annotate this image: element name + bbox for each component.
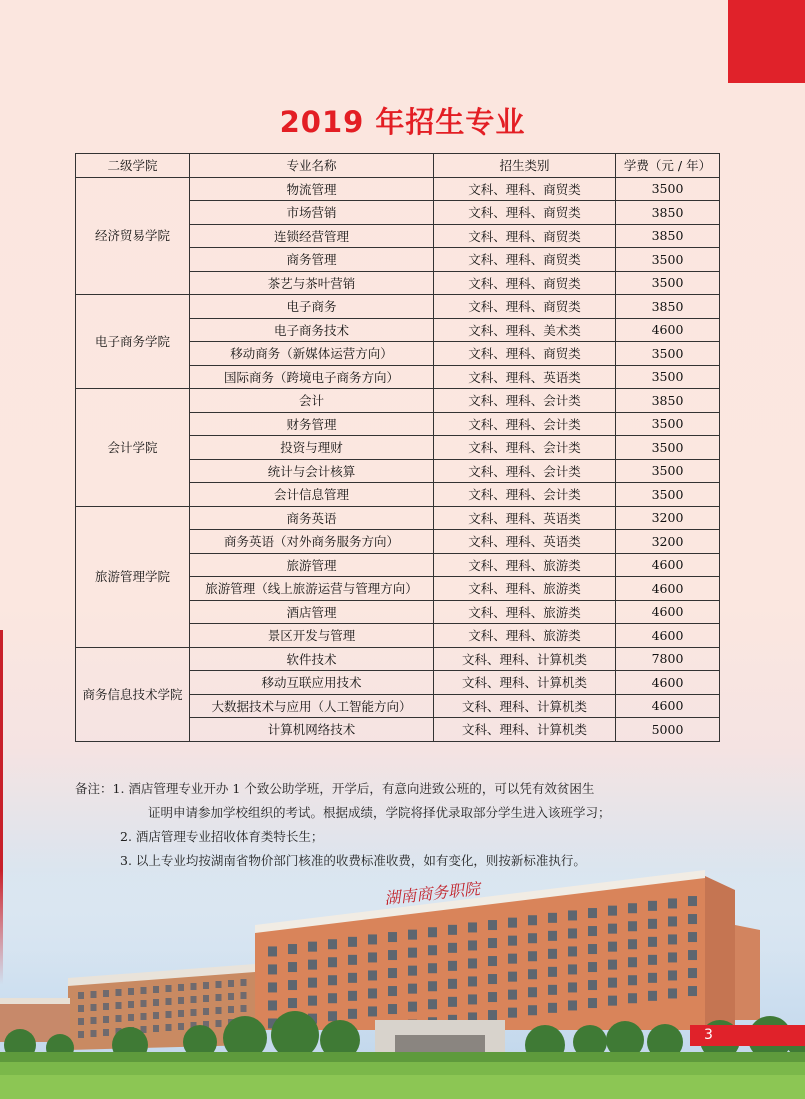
window (608, 978, 617, 988)
category-cell: 文科、理科、英语类 (434, 530, 616, 554)
window (408, 1002, 417, 1012)
window (488, 920, 497, 930)
window (448, 925, 457, 935)
window (78, 1018, 84, 1025)
notes-prefix: 备注： (75, 781, 113, 796)
table-row (76, 177, 720, 201)
window (488, 938, 497, 948)
window (628, 903, 637, 913)
major-cell: 连锁经营管理 (190, 224, 434, 248)
category-cell: 文科、理科、旅游类 (434, 624, 616, 648)
major-cell: 计算机网络技术 (190, 718, 434, 742)
fee-cell: 4600 (616, 694, 720, 718)
window (568, 964, 577, 974)
window (408, 948, 417, 958)
window (668, 988, 677, 998)
window (191, 996, 197, 1003)
table-row (76, 647, 720, 671)
category-cell: 文科、理科、计算机类 (434, 647, 616, 671)
window (91, 1004, 97, 1011)
window (608, 996, 617, 1006)
window (228, 1006, 234, 1013)
window (178, 1023, 184, 1030)
window (153, 1025, 159, 1032)
window (548, 985, 557, 995)
window (648, 973, 657, 983)
window (308, 996, 317, 1006)
note-2: 2. 酒店管理专业招收体育类特长生； (120, 829, 324, 844)
window (78, 992, 84, 999)
window (608, 942, 617, 952)
fee-cell: 3200 (616, 506, 720, 530)
window (288, 962, 297, 972)
window (508, 972, 517, 982)
fee-cell: 3200 (616, 530, 720, 554)
window (548, 949, 557, 959)
window (468, 940, 477, 950)
window (368, 1006, 377, 1016)
window (428, 963, 437, 973)
fee-cell: 3500 (616, 436, 720, 460)
fee-cell: 4600 (616, 577, 720, 601)
corner-decoration (728, 0, 805, 83)
category-cell: 文科、理科、商贸类 (434, 201, 616, 225)
fee-cell: 3500 (616, 459, 720, 483)
window (468, 958, 477, 968)
window (153, 986, 159, 993)
category-cell: 文科、理科、商贸类 (434, 295, 616, 319)
major-cell: 商务英语（对外商务服务方向） (190, 530, 434, 554)
major-cell: 景区开发与管理 (190, 624, 434, 648)
major-cell: 酒店管理 (190, 600, 434, 624)
college-name-cell: 电子商务学院 (76, 295, 190, 389)
window (203, 995, 209, 1002)
page-title: 2019 年招生专业 (279, 105, 526, 139)
window (228, 993, 234, 1000)
window (468, 922, 477, 932)
category-cell: 文科、理科、英语类 (434, 506, 616, 530)
window (288, 980, 297, 990)
window (508, 936, 517, 946)
window (388, 968, 397, 978)
window (78, 1031, 84, 1038)
window (268, 964, 277, 974)
notes-section (75, 777, 730, 873)
window (688, 986, 697, 996)
window (268, 982, 277, 992)
category-cell: 文科、理科、旅游类 (434, 577, 616, 601)
header-category: 招生类别 (434, 154, 616, 178)
window (428, 945, 437, 955)
major-cell: 市场营销 (190, 201, 434, 225)
window (628, 921, 637, 931)
window (548, 931, 557, 941)
fee-cell: 3850 (616, 389, 720, 413)
table-header-row (76, 154, 720, 178)
fee-cell: 3500 (616, 248, 720, 272)
window (153, 999, 159, 1006)
major-cell: 财务管理 (190, 412, 434, 436)
window (328, 957, 337, 967)
category-cell: 文科、理科、会计类 (434, 459, 616, 483)
window (668, 952, 677, 962)
fee-cell: 3500 (616, 177, 720, 201)
window (528, 933, 537, 943)
window (588, 926, 597, 936)
window (328, 939, 337, 949)
window (528, 1005, 537, 1015)
window (508, 990, 517, 1000)
window (648, 955, 657, 965)
window (528, 987, 537, 997)
window (388, 950, 397, 960)
window (103, 1016, 109, 1023)
window (548, 1003, 557, 1013)
window (668, 934, 677, 944)
category-cell: 文科、理科、会计类 (434, 389, 616, 413)
window (103, 1003, 109, 1010)
window (178, 984, 184, 991)
window (348, 1009, 357, 1019)
window (608, 960, 617, 970)
major-cell: 投资与理财 (190, 436, 434, 460)
window (528, 969, 537, 979)
page-number-badge: 3 (690, 1025, 805, 1046)
window (428, 999, 437, 1009)
window (468, 994, 477, 1004)
major-cell: 电子商务 (190, 295, 434, 319)
category-cell: 文科、理科、会计类 (434, 436, 616, 460)
category-cell: 文科、理科、商贸类 (434, 177, 616, 201)
window (103, 1029, 109, 1036)
header-fee: 学费（元 / 年） (616, 154, 720, 178)
window (668, 970, 677, 980)
window (308, 960, 317, 970)
major-cell: 物流管理 (190, 177, 434, 201)
category-cell: 文科、理科、美术类 (434, 318, 616, 342)
window (588, 980, 597, 990)
window (588, 962, 597, 972)
window (568, 910, 577, 920)
window (428, 927, 437, 937)
window (428, 981, 437, 991)
window (141, 1013, 147, 1020)
category-cell: 文科、理科、商贸类 (434, 248, 616, 272)
fee-cell: 4600 (616, 624, 720, 648)
window (648, 991, 657, 1001)
major-cell: 统计与会计核算 (190, 459, 434, 483)
note-3: 3. 以上专业均按湖南省物价部门核准的收费标准收费，如有变化，则按新标准执行。 (120, 853, 586, 868)
table-row (76, 506, 720, 530)
window (288, 998, 297, 1008)
window (166, 985, 172, 992)
fee-cell: 3500 (616, 412, 720, 436)
category-cell: 文科、理科、计算机类 (434, 718, 616, 742)
window (348, 955, 357, 965)
window (203, 1008, 209, 1015)
window (408, 966, 417, 976)
category-cell: 文科、理科、旅游类 (434, 600, 616, 624)
window (688, 950, 697, 960)
window (91, 991, 97, 998)
campus-building-photo (0, 870, 805, 1099)
major-cell: 移动商务（新媒体运营方向） (190, 342, 434, 366)
window (308, 978, 317, 988)
window (241, 1005, 247, 1012)
window (91, 1017, 97, 1024)
window (268, 1000, 277, 1010)
window (588, 944, 597, 954)
note-1-line-1: 1. 酒店管理专业开办 1 个致公助学班，开学后，有意向进致公班的，可以凭有效贫困生 (112, 781, 595, 796)
window (528, 915, 537, 925)
window (368, 970, 377, 980)
window (348, 937, 357, 947)
fee-cell: 4600 (616, 600, 720, 624)
college-name-cell: 商务信息技术学院 (76, 647, 190, 741)
window (178, 1010, 184, 1017)
window (103, 990, 109, 997)
major-cell: 软件技术 (190, 647, 434, 671)
category-cell: 文科、理科、旅游类 (434, 553, 616, 577)
major-cell: 大数据技术与应用（人工智能方向） (190, 694, 434, 718)
window (268, 946, 277, 956)
window (548, 913, 557, 923)
window (78, 1005, 84, 1012)
fee-cell: 4600 (616, 671, 720, 695)
note-1-line-2: 证明申请参加学校组织的考试。根据成绩，学院将择优录取部分学生进入该班学习； (148, 805, 611, 820)
category-cell: 文科、理科、英语类 (434, 365, 616, 389)
window (128, 988, 134, 995)
window (408, 984, 417, 994)
window (448, 979, 457, 989)
window (688, 968, 697, 978)
majors-table (75, 153, 720, 742)
category-cell: 文科、理科、商贸类 (434, 342, 616, 366)
window (328, 975, 337, 985)
major-cell: 移动互联应用技术 (190, 671, 434, 695)
window (203, 982, 209, 989)
category-cell: 文科、理科、计算机类 (434, 671, 616, 695)
window (191, 1009, 197, 1016)
major-cell: 会计信息管理 (190, 483, 434, 507)
window (588, 998, 597, 1008)
major-cell: 旅游管理（线上旅游运营与管理方向） (190, 577, 434, 601)
window (216, 994, 222, 1001)
window (528, 951, 537, 961)
category-cell: 文科、理科、商贸类 (434, 271, 616, 295)
major-cell: 商务英语 (190, 506, 434, 530)
window (608, 906, 617, 916)
window (688, 896, 697, 906)
category-cell: 文科、理科、会计类 (434, 412, 616, 436)
window (488, 992, 497, 1002)
major-cell: 电子商务技术 (190, 318, 434, 342)
window (153, 1012, 159, 1019)
window (368, 988, 377, 998)
window (488, 956, 497, 966)
window (448, 961, 457, 971)
window (166, 1024, 172, 1031)
window (648, 937, 657, 947)
category-cell: 文科、理科、商贸类 (434, 224, 616, 248)
window (241, 979, 247, 986)
window (568, 982, 577, 992)
window (216, 1020, 222, 1027)
window (166, 998, 172, 1005)
fee-cell: 3500 (616, 365, 720, 389)
window (568, 928, 577, 938)
window (178, 997, 184, 1004)
window (508, 918, 517, 928)
window (648, 919, 657, 929)
window (328, 993, 337, 1003)
window (488, 974, 497, 984)
window (468, 976, 477, 986)
window (368, 952, 377, 962)
window (508, 1008, 517, 1018)
window (648, 901, 657, 911)
window (191, 983, 197, 990)
window (141, 987, 147, 994)
window (628, 957, 637, 967)
window (628, 939, 637, 949)
fee-cell: 3500 (616, 483, 720, 507)
major-cell: 国际商务（跨境电子商务方向） (190, 365, 434, 389)
window (608, 924, 617, 934)
note-1 (75, 777, 730, 801)
window (116, 989, 122, 996)
window (588, 908, 597, 918)
window (328, 1011, 337, 1021)
window (628, 975, 637, 985)
header-major: 专业名称 (190, 154, 434, 178)
fee-cell: 3500 (616, 342, 720, 366)
window (91, 1030, 97, 1037)
window (348, 991, 357, 1001)
major-cell: 茶艺与茶叶营销 (190, 271, 434, 295)
window (568, 1000, 577, 1010)
window (141, 1000, 147, 1007)
fee-cell: 3500 (616, 271, 720, 295)
window (508, 954, 517, 964)
window (241, 992, 247, 999)
window (216, 981, 222, 988)
window (116, 1002, 122, 1009)
major-cell: 会计 (190, 389, 434, 413)
window (408, 930, 417, 940)
window (488, 1010, 497, 1020)
window (128, 1001, 134, 1008)
window (568, 946, 577, 956)
window (688, 932, 697, 942)
major-cell: 旅游管理 (190, 553, 434, 577)
header-college: 二级学院 (76, 154, 190, 178)
window (548, 967, 557, 977)
college-name-cell: 旅游管理学院 (76, 506, 190, 647)
window (668, 916, 677, 926)
fee-cell: 7800 (616, 647, 720, 671)
window (628, 993, 637, 1003)
window (116, 1015, 122, 1022)
fee-cell: 4600 (616, 318, 720, 342)
table-row (76, 295, 720, 319)
lawn-front (0, 1075, 805, 1099)
window (448, 997, 457, 1007)
window (668, 898, 677, 908)
window (448, 943, 457, 953)
window (388, 986, 397, 996)
window (228, 980, 234, 987)
window (128, 1014, 134, 1021)
table-body (76, 177, 720, 741)
fee-cell: 3850 (616, 201, 720, 225)
window (288, 944, 297, 954)
window (308, 942, 317, 952)
major-cell: 商务管理 (190, 248, 434, 272)
building-sign: 湖南商务职院 (383, 879, 481, 908)
category-cell: 文科、理科、计算机类 (434, 694, 616, 718)
fee-cell: 5000 (616, 718, 720, 742)
category-cell: 文科、理科、会计类 (434, 483, 616, 507)
college-name-cell: 经济贸易学院 (76, 177, 190, 295)
fee-cell: 3850 (616, 224, 720, 248)
window (216, 1007, 222, 1014)
fee-cell: 4600 (616, 553, 720, 577)
window (388, 932, 397, 942)
fee-cell: 3850 (616, 295, 720, 319)
table-row (76, 389, 720, 413)
window (388, 1004, 397, 1014)
window (348, 973, 357, 983)
window (688, 914, 697, 924)
college-name-cell: 会计学院 (76, 389, 190, 507)
window (166, 1011, 172, 1018)
window (368, 934, 377, 944)
